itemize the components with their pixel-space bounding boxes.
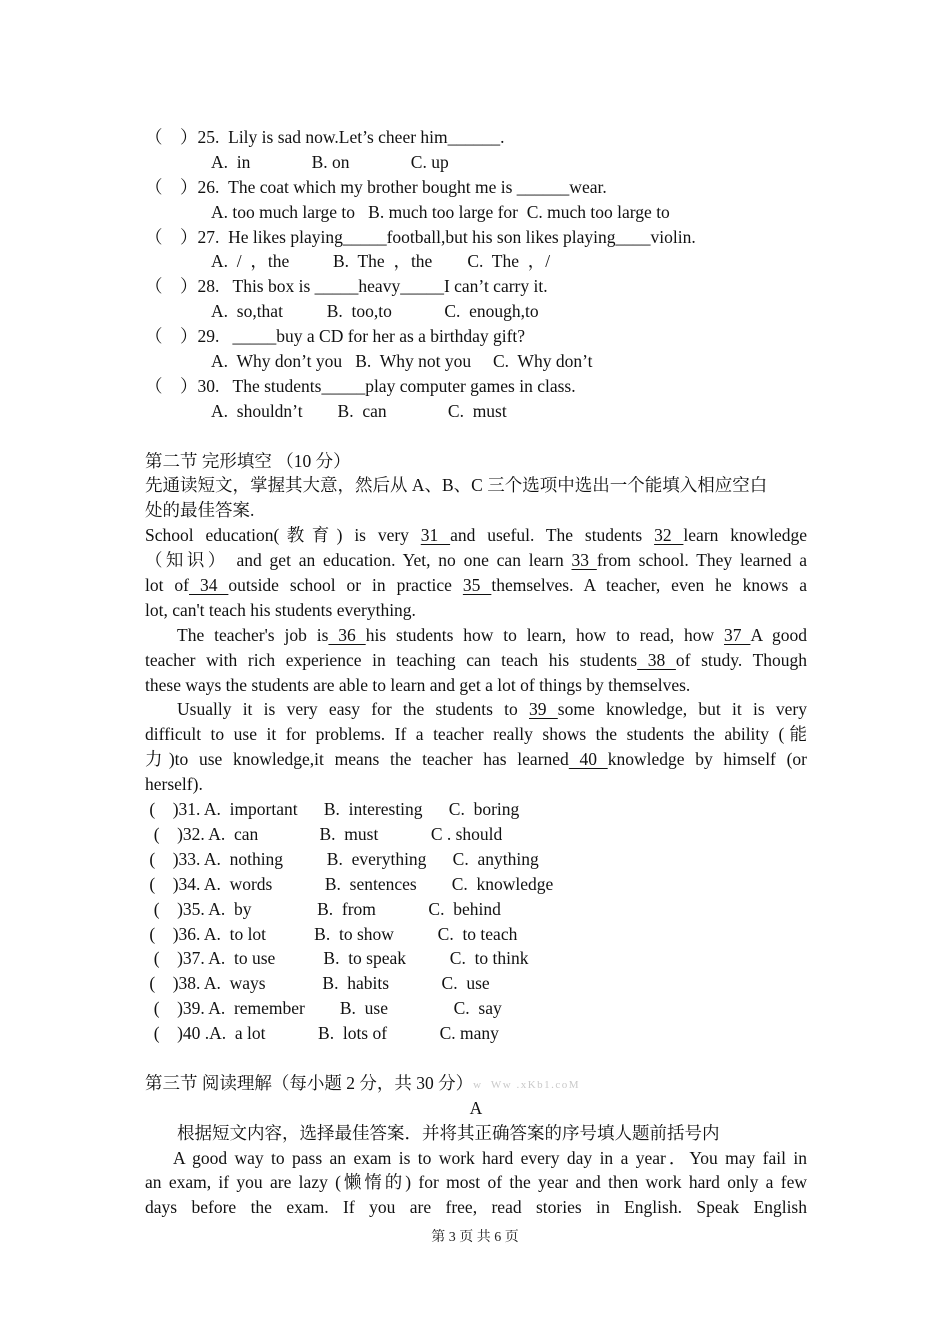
section-2-instruction-line-2: 处的最佳答案. [145, 500, 255, 521]
paragraph-line [145, 573, 807, 598]
question-26-stem: （ ）26. The coat which my brother bought me is ______wear. [145, 176, 607, 197]
question-30-stem: （ ）30. The students_____play computer games in class. [145, 375, 576, 396]
cloze-paragraph-3 [145, 697, 807, 797]
blank-40: 40 [568, 749, 608, 770]
text-run: School education(教育) is very [145, 525, 421, 546]
reading-paragraph-line: days before the exam. If you are free, read stories in English. Speak English [145, 1197, 807, 1218]
cloze-option-37: ( )37. A. to use B. to speak C. to think [145, 948, 529, 969]
text-run: Usually it is very easy for the students to [177, 699, 530, 720]
paragraph-line [145, 548, 807, 573]
cloze-option-34: ( )34. A. words B. sentences C. knowledge [145, 873, 554, 894]
paragraph-line: difficult to use it for problems. If a teacher really shows the students the ability (能 [145, 724, 807, 745]
text-run: 力)to use knowledge,it means the teacher has learned [145, 749, 569, 770]
text-run: knowledge by himself (or [607, 749, 807, 770]
text-run: some knowledge, but it is very [557, 699, 807, 720]
cloze-option-33: ( )33. A. nothing B. everything C. anything [145, 848, 539, 869]
blank-39: 39 [529, 699, 558, 720]
cloze-option-38: ( )38. A. ways B. habits C. use [145, 973, 490, 994]
text-run: lot of [145, 575, 189, 596]
question-29-options: A. Why don’t you B. Why not you C. Why don’t [211, 351, 593, 372]
cloze-option-40: ( )40 .A. a lot B. lots of C. many [145, 1023, 499, 1044]
cloze-paragraph-2 [145, 623, 807, 698]
blank-31: 31 [420, 525, 451, 546]
text-run: from school. They learned a [596, 550, 808, 571]
section-3-title: 第三节 阅读理解（每小题 2 分，共 30 分） [145, 1072, 474, 1093]
cloze-option-39: ( )39. A. remember B. use C. say [145, 998, 502, 1019]
blank-32: 32 [654, 525, 684, 546]
paragraph-line [145, 747, 807, 772]
blank-38: 38 [637, 649, 676, 670]
paragraph-line: herself). [145, 774, 203, 795]
reading-instruction: 根据短文内容，选择最佳答案．并将其正确答案的序号填人题前括号内 [177, 1122, 720, 1143]
page-footer: 第 3 页 共 6 页 [431, 1230, 519, 1245]
cloze-option-31: ( )31. A. important B. interesting C. boring [145, 799, 520, 820]
text-run: of study. Though [675, 649, 808, 670]
passage-label: A [469, 1097, 483, 1118]
paragraph-line: lot, can't teach his students everything. [145, 599, 416, 620]
cloze-option-32: ( )32. A. can B. must C . should [145, 823, 503, 844]
blank-34: 34 [189, 575, 229, 596]
paragraph-line [145, 623, 807, 648]
section-3-title-line [145, 1071, 807, 1096]
cloze-paragraph-1 [145, 523, 807, 623]
question-30-options: A. shouldn’t B. can C. must [211, 400, 507, 421]
section-2-title: 第二节 完形填空 （10 分） [145, 450, 351, 471]
blank-35: 35 [462, 575, 492, 596]
question-26-options: A. too much large to B. much too large for C. much too large to [211, 201, 670, 222]
text-run: A good [750, 624, 808, 645]
multiple-choice-section [145, 125, 807, 424]
page-content [145, 125, 807, 1220]
text-run: outside school or in practice [228, 575, 463, 596]
paragraph-line [145, 523, 807, 548]
reading-paragraph-line: A good way to pass an exam is to work hard every day in a year．You may fail in [173, 1147, 807, 1168]
question-29-stem: （ ）29. _____buy a CD for her as a birthday gift? [145, 326, 526, 347]
text-run: his students how to learn, how to read, how [365, 624, 724, 645]
blank-36: 36 [328, 624, 366, 645]
question-27-options: A. / ，the B. The ，the C. The ，/ [211, 251, 551, 272]
text-run: learn knowledge [683, 525, 808, 546]
blank-37: 37 [724, 624, 751, 645]
paragraph-line [145, 697, 807, 722]
question-25-stem: （ ）25. Lily is sad now.Let’s cheer him______. [145, 127, 505, 147]
question-28-options: A. so,that B. too,to C. enough,to [211, 301, 539, 322]
cloze-option-35: ( )35. A. by B. from C. behind [145, 898, 501, 919]
section-2-instruction-line-1: 先通读短文，掌握其大意，然后从 A、B、C 三个选项中选出一个能填入相应空白 [145, 475, 768, 496]
paragraph-line [145, 648, 807, 673]
text-run: teacher with rich experience in teaching can teach his students [145, 649, 638, 670]
reading-section [145, 1071, 807, 1220]
watermark-text: w Ww .xKb1.coM [473, 1078, 581, 1091]
cloze-option-36: ( )36. A. to lot B. to show C. to teach [145, 923, 518, 944]
blank-33: 33 [571, 550, 597, 571]
question-25-options: A. in B. on C. up [211, 151, 449, 172]
paragraph-line: these ways the students are able to learn and get a lot of things by themselves. [145, 674, 691, 695]
text-run: themselves. A teacher, even he knows a [491, 575, 808, 596]
text-run: （知识） and get an education. Yet, no one can learn [145, 550, 572, 571]
question-28-stem: （ ）28. This box is _____heavy_____I can’t carry it. [145, 276, 548, 297]
reading-paragraph-line: an exam, if you are lazy (懒惰的) for most of the year and then work hard only a few [145, 1172, 807, 1193]
text-run: and useful. The students [450, 525, 655, 546]
question-27-stem: （ ）27. He likes playing_____football,but his son likes playing____violin. [145, 226, 696, 247]
cloze-section [145, 449, 807, 1046]
text-run: The teacher's job is [177, 624, 329, 645]
cloze-options [145, 797, 807, 1046]
